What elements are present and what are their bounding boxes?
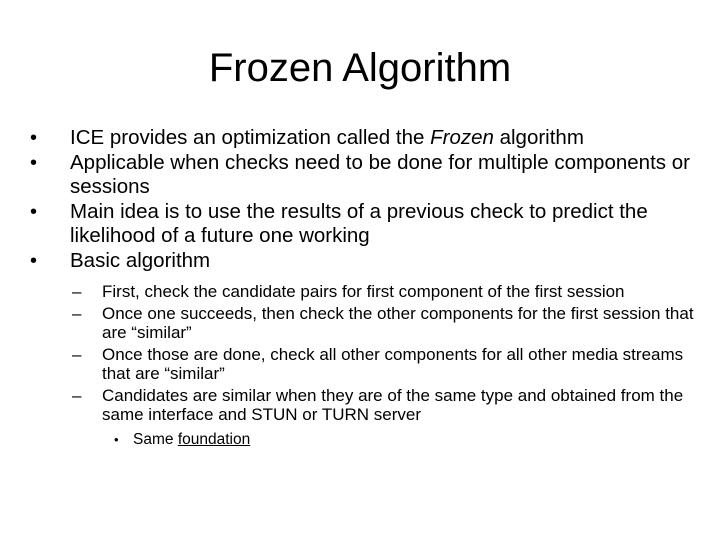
dash-marker: – — [72, 303, 82, 323]
sub-sub-bullet-item — [28, 430, 698, 450]
bullet-item — [28, 249, 698, 450]
bullet-marker: • — [30, 250, 38, 272]
bullet-text-post: algorithm — [493, 126, 584, 149]
bullet-marker: • — [114, 431, 119, 447]
bullet-text: Basic algorithm — [70, 249, 211, 272]
sub-sub-bullet-list — [28, 430, 698, 450]
sub-bullet-item — [28, 345, 698, 384]
bullet-list — [28, 126, 698, 452]
sub-bullet-item — [28, 386, 698, 450]
sub-bullet-text: Once those are done, check all other components for all other media streams that are “similar” — [102, 344, 684, 383]
dash-marker: – — [72, 385, 82, 405]
bullet-item — [28, 200, 698, 248]
dash-marker: – — [72, 344, 82, 364]
sub-sub-bullet-text: Same — [133, 430, 178, 448]
slide-title: Frozen Algorithm — [208, 46, 512, 90]
sub-bullet-item — [28, 282, 698, 302]
bullet-marker: • — [30, 152, 38, 174]
bullet-item — [28, 126, 698, 150]
bullet-marker: • — [30, 201, 38, 223]
sub-bullet-item — [28, 304, 698, 343]
bullet-text-emphasis: Frozen — [430, 126, 494, 149]
bullet-marker: • — [30, 127, 38, 149]
dash-marker: – — [72, 282, 82, 301]
bullet-text-pre: ICE provides an optimization called the — [70, 126, 431, 149]
bullet-item — [28, 151, 698, 199]
bullet-text: Applicable when checks need to be done for multiple components or sessions — [70, 151, 690, 198]
sub-bullet-text: Candidates are similar when they are of the same type and obtained from the same interface and STUN or TURN server — [102, 385, 684, 424]
foundation-link[interactable]: foundation — [177, 430, 251, 448]
sub-bullet-text: First, check the candidate pairs for first component of the first session — [102, 282, 625, 301]
bullet-text: Main idea is to use the results of a previous check to predict the likelihood of a future one working — [70, 200, 648, 247]
sub-bullet-list — [28, 282, 698, 450]
sub-bullet-text: Once one succeeds, then check the other components for the first session that are “similar” — [102, 303, 694, 342]
